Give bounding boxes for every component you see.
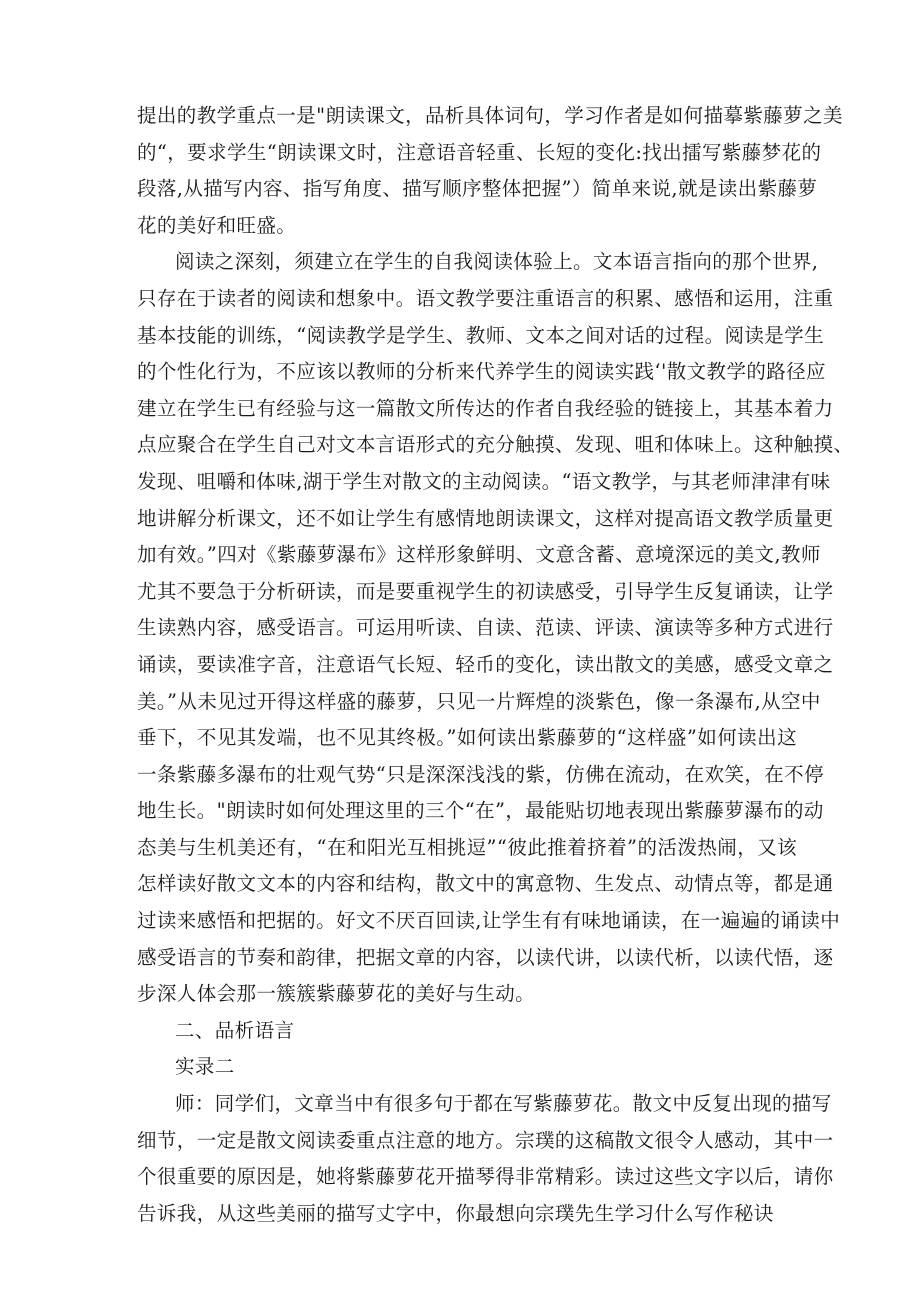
text-line: 怎样读好散文文本的内容和结构，散文中的寓意物、生发点、动情点等，都是通: [137, 872, 834, 896]
text-line: 感受语言的节奏和韵律，把据文章的内容，以读代讲，以读代析，以读代悟，逐: [137, 945, 834, 969]
text-line: 过读来感悟和把据的。好文不厌百回读,让学生有有味地诵读，在一遍遍的诵读中: [137, 909, 841, 933]
text-line: 建立在学生已有经验与这一篇散文所传达的作者自我经验的链接上，其基本着力: [137, 396, 834, 420]
text-line: 阅读之深刻，须建立在学生的自我阅读体验上。文本语言指向的那个世界,: [175, 250, 819, 274]
text-line: 点应聚合在学生自己对文本言语形式的充分触摸、发现、咀和体味上。这种触摸、: [137, 433, 854, 457]
section-heading: [137, 1013, 797, 1050]
transcript-label-text: 实录二: [175, 1055, 235, 1079]
text-line: 垂下，不见其发端，也不见其终极。”如何读出紫藤萝的“这样盛”如何读出这: [137, 726, 797, 750]
text-line: 步深人体会那一簇簇紫藤萝花的美好与生动。: [137, 982, 536, 1006]
paragraph-1: [137, 98, 843, 244]
paragraph-2: [137, 244, 854, 1012]
paragraph-teacher: [137, 1086, 834, 1232]
text-line: 花的美好和旺盛。: [137, 213, 297, 237]
text-line: 地讲解分析课文，还不如让学生有感情地朗读课文，这样对提高语文教学质量更: [137, 506, 834, 530]
text-line: 个很重要的原因是，她将紫藤萝花开描琴得非常精彩。读过这些文字以后，请你: [137, 1165, 834, 1189]
section-heading-text: 二、品析语言: [175, 1018, 295, 1042]
text-line: 师：同学们，文章当中有很多句于都在写紫藤萝花。散文中反复出现的描写: [175, 1092, 832, 1116]
text-line: 段落,从描写内容、指写角度、描写顺序整体把握”）简单来说,就是读出紫藤萝: [137, 177, 818, 201]
text-line: 生读熟内容，感受语言。可运用听读、自读、范读、评读、演读等多种方式进行: [137, 616, 834, 640]
text-line: 诵读，要读准字音，注意语气长短、轻币的变化，读出散文的美感，感受文章之: [137, 652, 834, 676]
text-line: 态美与生机美还有，“在和阳光互相挑逗”“彼此推着挤着”的活泼热闹，又该: [137, 835, 797, 859]
text-line: 提出的教学重点一是"朗读课文，品析具体词句，学习作者是如何描摹紫藤萝之美: [137, 104, 843, 127]
document-page: [137, 98, 854, 1232]
text-line: 的个性化行为，不应该以教师的分析来代养学生的阅读实践‘'散文教学的路径应: [137, 360, 826, 384]
text-line: 加有效。”四对《紫藤萝瀑布》这样形象鲜明、文意含蓄、意境深远的美文,教师: [137, 543, 821, 567]
text-line: 一条紫藤多瀑布的壮观气势“只是深深浅浅的紫，仿佛在流动，在欢笑，在不停: [137, 762, 824, 786]
transcript-label: [137, 1049, 797, 1086]
text-line: 发现、咀嚼和体味,湖于学生对散文的主动阅读。“语文教学，与其老师津津有味: [137, 469, 831, 493]
text-line: 基本技能的训练，“阅读教学是学生、教师、文本之间对话的过程。阅读是学生: [137, 323, 824, 347]
text-line: 告诉我，从这些美丽的描写丈字中，你最想向宗璞先生学习什么写作秘诀: [137, 1201, 774, 1225]
text-line: 细节，一定是散文阅读委重点注意的地方。宗璞的这稿散文很令人感动，其中一: [137, 1128, 834, 1152]
text-line: 只存在于读者的阅读和想象中。语文教学要注重语言的积累、感悟和运用，注重: [137, 286, 834, 310]
text-line: 美。”从未见过开得这样盛的藤萝，只见一片辉煌的淡紫色，像一条瀑布,从空中: [137, 689, 821, 713]
text-line: 的“，要求学生“朗读课文时，注意语音轻重、长短的变化:找出擂写紫藤梦花的: [137, 140, 822, 164]
text-line: 地生长。"朗读时如何处理这里的三个“在”，最能贴切地表现出紫藤萝瀑布的动: [137, 799, 824, 823]
text-line: 尤其不要急于分析研读，而是要重视学生的初读感受，引导学生反复诵读，让学: [137, 579, 834, 603]
